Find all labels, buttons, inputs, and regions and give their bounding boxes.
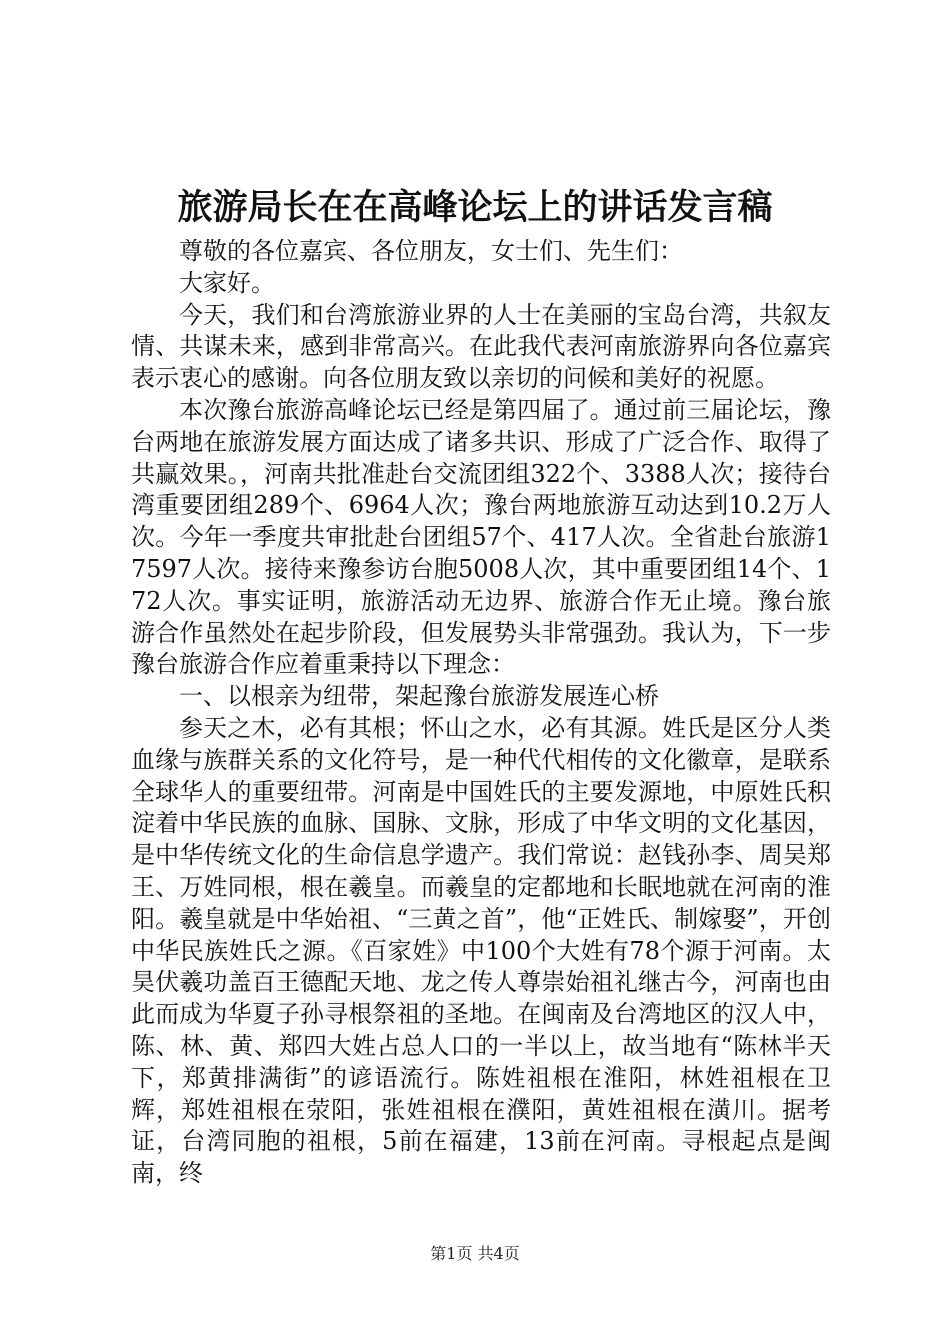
document-title: 旅游局长在在高峰论坛上的讲话发言稿	[177, 187, 773, 228]
paragraph-intro: 今天，我们和台湾旅游业界的人士在美丽的宝岛台湾，共叙友情、共谋未来，感到非常高兴。在此我代表河南旅游界向各位嘉宾表示衷心的感谢。向各位朋友致以亲切的问候和美好的祝愿。	[131, 300, 831, 393]
section-heading-1: 一、以根亲为纽带，架起豫台旅游发展连心桥	[179, 682, 659, 711]
greeting: 大家好。	[179, 268, 275, 297]
paragraph-roots: 参天之木，必有其根；怀山之水，必有其源。姓氏是区分人类血缘与族群关系的文化符号，是一种代代相传的文化徽章，是联系全球华人的重要纽带。河南是中国姓氏的主要发源地，中原姓氏积淀着中华民族的血脉、国脉、文脉，形成了中华文明的文化基因，是中华传统文化的生命信息学遗产。我们常说：赵钱孙李、周吴郑王、万姓同根，根在羲皇。而羲皇的定都地和长眠地就在河南的淮阳。羲皇就是中华始祖、“三黄之首”，他“正姓氏、制嫁娶”，开创中华民族姓氏之源。《百家姓》中100个大姓有78个源于河南。太昊伏羲功盖百王德配天地、龙之传人尊崇始祖礼继古今，河南也由此而成为华夏子孙寻根祭祖的圣地。在闽南及台湾地区的汉人中，陈、林、黄、郑四大姓占总人口的一半以上，故当地有“陈林半天下，郑黄排满街”的谚语流行。陈姓祖根在淮阳，林姓祖根在卫辉，郑姓祖根在荥阳，张姓祖根在濮阳，黄姓祖根在潢川。据考证，台湾同胞的祖根，5前在福建，13前在河南。寻根起点是闽南，终	[131, 713, 831, 1188]
salutation: 尊敬的各位嘉宾、各位朋友，女士们、先生们：	[179, 237, 683, 265]
paragraph-statistics: 本次豫台旅游高峰论坛已经是第四届了。通过前三届论坛，豫台两地在旅游发展方面达成了诸多共识、形成了广泛合作、取得了共赢效果。，河南共批准赴台交流团组322个、3388人次；接待台湾重要团组289个、6964人次；豫台两地旅游互动达到10.2万人次。今年一季度共审批赴台团组57个、417人次。全省赴台旅游17597人次。接待来豫参访台胞5008人次，其中重要团组14个、172人次。事实证明，旅游活动无边界、旅游合作无止境。豫台旅游合作虽然处在起步阶段，但发展势头非常强劲。我认为，下一步豫台旅游合作应着重秉持以下理念：	[131, 395, 831, 679]
document-body	[131, 236, 831, 1190]
page-number-footer: 第1页 共4页	[430, 1244, 520, 1263]
